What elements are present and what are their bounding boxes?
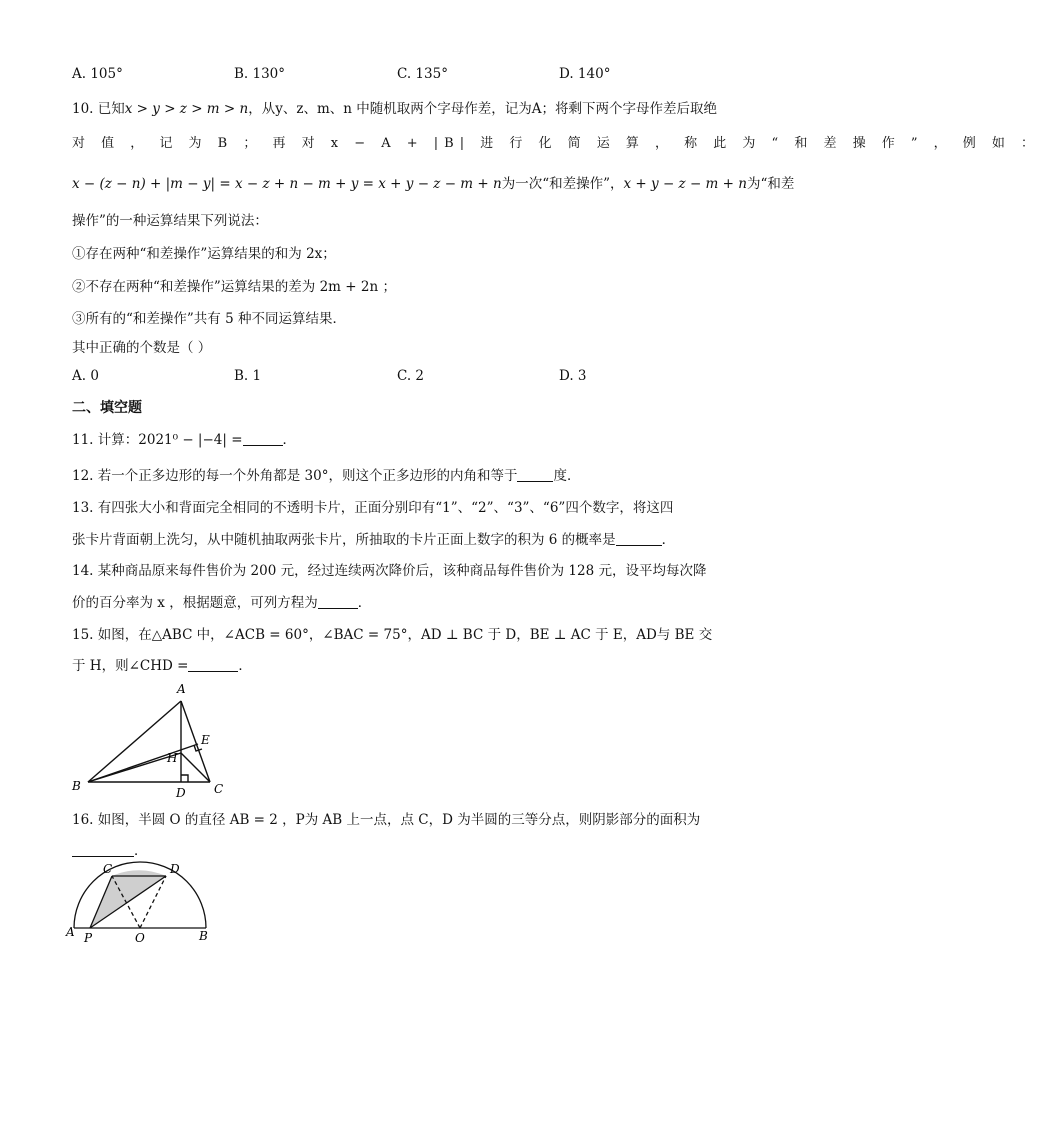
q10-statement-1: ①存在两种“和差操作”运算结果的和为 2x； [72,246,336,262]
segment-ab [88,701,181,782]
q10-line-2: 对 值 ， 记 为 B ； 再 对 x − A + |B| 进 行 化 简 运 算 ， 称 此 为 “ 和 差 操 作 ” ， 例 如 ： [72,136,1040,151]
q10-question: 其中正确的个数是（ ） [72,340,212,356]
q10-statement-2: ②不存在两种“和差操作”运算结果的差为 2m + 2n ； [72,279,396,295]
q10-inequality: x > y > z > m > n [124,101,249,117]
label-a: A [66,925,75,939]
q12-text: 12. 若一个正多边形的每一个外角都是 30°，则这个正多边形的内角和等于 [72,468,518,484]
q13-line-1: 13. 有四张大小和背面完全相同的不透明卡片，正面分别印有“1”、“2”、“3”、“6”四个数字，将这四 [72,500,674,516]
segment-hc [181,753,210,782]
label-c: C [103,862,113,876]
q16-end: ． [134,843,148,859]
label-b: B [199,929,208,943]
q10-line-4: 操作”的一种运算结果下列说法： [72,213,268,229]
q10-statement-3: ③所有的“和差操作”共有 5 种不同运算结果． [72,311,346,327]
q10-options [72,368,722,388]
q16-answer-blank[interactable] [72,842,134,857]
q15-line-1: 15. 如图，在△ABC 中，∠ACB = 60°，∠BAC = 75°，AD ⊥ BC 于 D，BE ⊥ AC 于 E，AD与 BE 交 [72,627,713,643]
label-d: D [170,862,180,876]
q9-option-a: A. 105° [72,66,123,82]
q10-example-end: 为“和差 [746,176,795,192]
q15-triangle-figure [68,678,238,802]
q14-answer-blank[interactable] [318,594,358,609]
q10-option-d: D. 3 [559,368,587,384]
q14-line-2 [72,593,371,613]
q11-end: ． [282,432,297,448]
q10-intro: 10. 已知 [72,101,125,117]
q9-options [72,66,722,86]
q9-option-c: C. 135° [397,66,448,82]
q13-answer-blank[interactable] [616,531,662,546]
section-title-fill-in: 二、填空题 [72,400,142,416]
q15-answer-blank[interactable] [188,657,238,672]
q16-line-1: 16. 如图，半圆 O 的直径 AB = 2 ，P为 AB 上一点，点 C，D 为半圆的三等分点，则阴影部分的面积为 [72,812,701,828]
q10-line-1-rest: ，从y、z、m、n 中随机取两个字母作差，记为A；将剩下两个字母作差后取绝 [248,101,717,117]
label-a: A [177,682,186,696]
q11-answer-blank[interactable] [243,431,283,446]
q9-option-b: B. 130° [234,66,286,82]
q13-line-2 [72,530,675,550]
q13-end: ． [661,532,676,548]
q10-example-expr: x − (z − n) + |m − y| = x − z + n − m + y = x + y − z − m + n [72,176,502,192]
shaded-segment [112,870,166,876]
q10-option-a: A. 0 [72,368,99,384]
q10-example-result: x + y − z − m + n [623,176,747,192]
q12 [72,466,580,486]
label-o: O [135,931,145,945]
q10-example-mid: 为一次“和差操作”， [501,176,624,192]
label-h: H [167,751,178,765]
q10-line-3 [72,174,794,194]
q16-line-2 [72,841,148,861]
q16-semicircle-figure [66,862,226,948]
q11-text: 11. 计算：2021⁰ − |−4| = [72,432,243,448]
q14-end: ． [357,595,372,611]
q13-text: 张卡片背面朝上洗匀，从中随机抽取两张卡片，所抽取的卡片正面上数字的积为 6 的概率是 [72,532,616,548]
right-angle-mark-d [181,775,188,782]
q10-option-b: B. 1 [234,368,262,384]
q12-end: 度． [553,468,581,484]
q12-answer-blank[interactable] [517,467,553,482]
q15-line-2 [72,656,252,676]
q15-text: 于 H，则∠CHD = [72,658,189,674]
q14-text: 价的百分率为 x ，根据题意，可列方程为 [72,595,318,611]
q9-option-d: D. 140° [559,66,611,82]
q14-line-1: 14. 某种商品原来每件售价为 200 元，经过连续两次降价后，该种商品每件售价为 128 元，设平均每次降 [72,563,707,579]
q10-line-1 [72,99,717,119]
label-c: C [214,782,224,796]
label-d: D [176,786,186,800]
label-e: E [201,733,210,747]
q11 [72,430,296,450]
q10-option-c: C. 2 [397,368,425,384]
q15-end: ． [238,658,252,674]
label-p: P [84,931,93,945]
label-b: B [72,779,81,793]
